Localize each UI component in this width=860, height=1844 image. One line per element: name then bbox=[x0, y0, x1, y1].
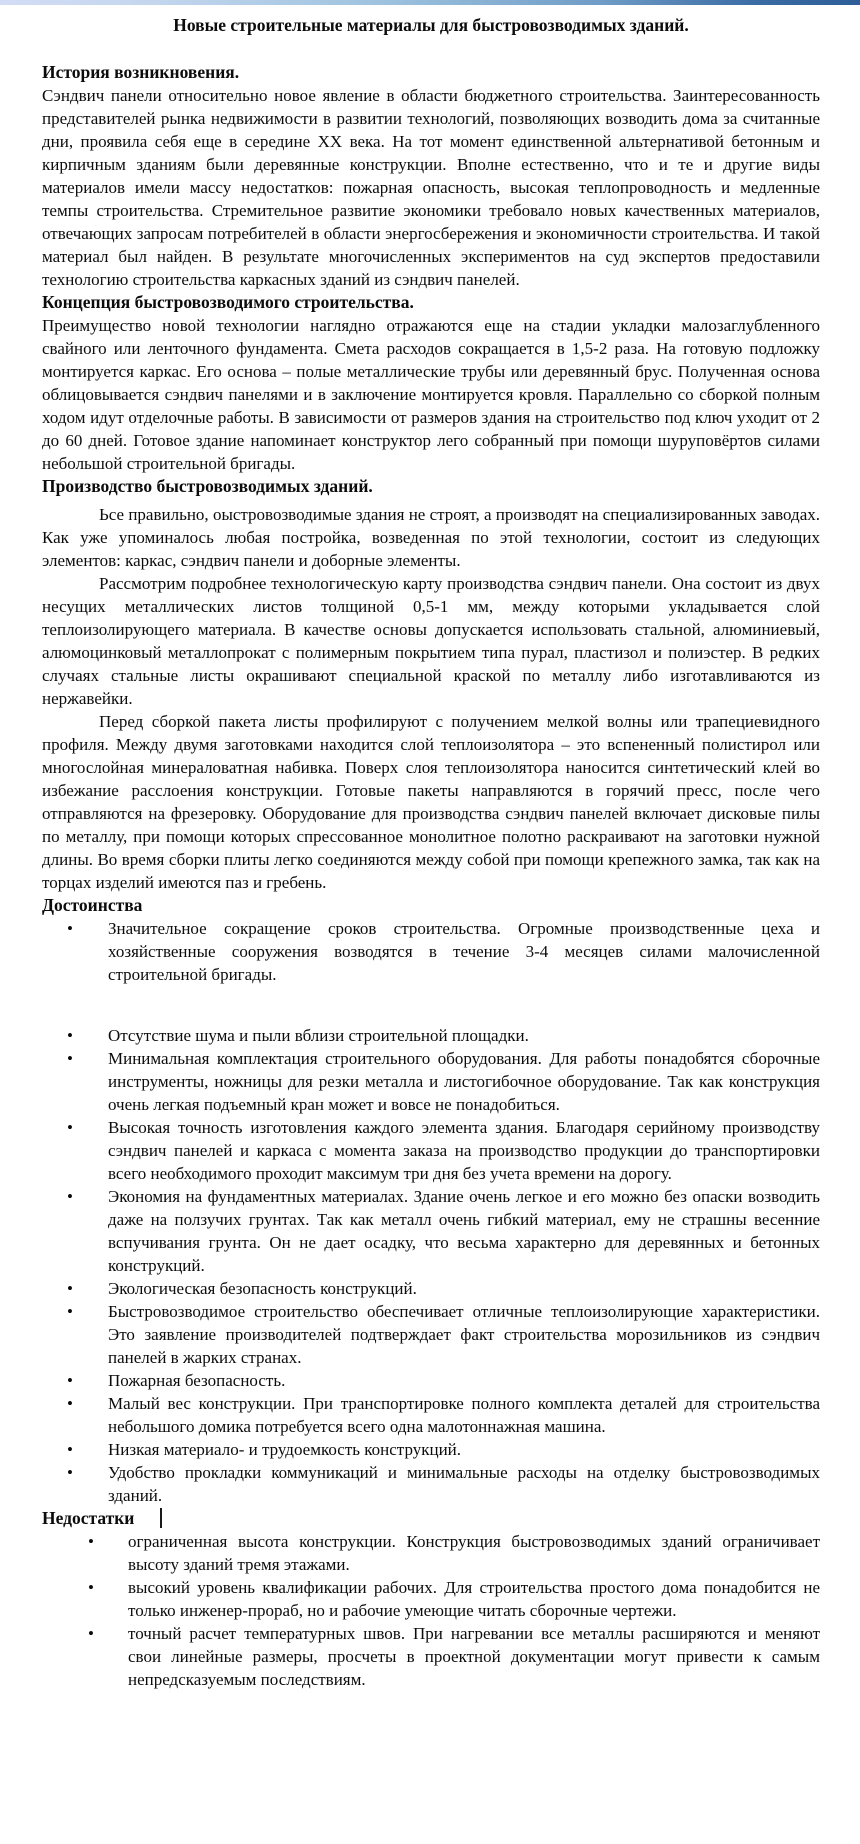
section-heading-history: История возникновения. bbox=[42, 62, 240, 82]
window-edge-gradient bbox=[0, 0, 860, 5]
disadvantages-heading-text: Недостатки bbox=[42, 1508, 135, 1528]
section-heading-production: Производство быстровозводимых зданий. bbox=[42, 476, 373, 496]
document-title: Новые строительные материалы для быстровозводимых зданий. bbox=[173, 15, 689, 35]
production-paragraph-1: Ьсе правильно, оыстровозводимые здания не строят, а производят на специализированных заводах. Как уже упоминалось любая постройка, возведенная по этой технологии, состоит из следующих элементов: каркас, сэндвич панели и доборные элементы. bbox=[42, 505, 820, 570]
list-item: • Малый вес конструкции. При транспортировке полного комплекта деталей для строительства небольшого домика потребуется всего одна малотоннажная машина. bbox=[42, 1392, 820, 1438]
section-heading-concept: Концепция быстровозводимого строительства. bbox=[42, 292, 414, 312]
section-heading-disadvantages bbox=[42, 1507, 820, 1530]
list-item: • Минимальная комплектация строительного оборудования. Для работы понадобятся сборочные инструменты, ножницы для резки металла и листогибочное оборудование. Так как конструкция очень легкая подъемный кран может и вовсе не понадобиться. bbox=[42, 1047, 820, 1116]
disadvantages-list bbox=[42, 1530, 820, 1691]
concept-paragraph: Преимущество новой технологии наглядно отражаются еще на стадии укладки малозаглубленного свайного или ленточного фундамента. Смета расходов сокращается в 1,5-2 раза. На готовую подложку монтируется каркас. Его основа – полые металлические трубы или деревянный брус. Полученная основа облицовывается сэндвич панелями и в заключение монтируется кровля. Параллельно со сборкой полным ходом идут отделочные работы. В зависимости от размеров здания на строительство под ключ уходит от 2 до 60 дней. Готовое здание напоминает конструктор лего собранный при помощи шуруповёртов силами небольшой строительной бригады. bbox=[42, 316, 820, 473]
list-item: • высокий уровень квалификации рабочих. Для строительства простого дома понадобится не только инженер-прораб, но и рабочие умеющие читать сборочные чертежи. bbox=[42, 1576, 820, 1622]
advantages-list bbox=[42, 917, 820, 1507]
list-item: • Значительное сокращение сроков строительства. Огромные производственные цеха и хозяйственные сооружения возводятся в течение 3-4 месяцев силами малочисленной строительной бригады. bbox=[42, 917, 820, 986]
list-item: • Отсутствие шума и пыли вблизи строительной площадки. bbox=[42, 1024, 820, 1047]
list-item: • Высокая точность изготовления каждого элемента здания. Благодаря серийному производству сэндвич панелей и каркаса с момента заказа на производство продукции до транспортировки всего необходимого проходит максимум три дня без учета времени на дорогу. bbox=[42, 1116, 820, 1185]
list-item: • Низкая материало- и трудоемкость конструкций. bbox=[42, 1438, 820, 1461]
production-paragraph-2: Рассмотрим подробнее технологическую карту производства сэндвич панели. Она состоит из двух несущих металлических листов толщиной 0,5-1 мм, между которыми укладывается слой теплоизолирующего материала. В качестве основы допускается использовать стальной, алюминиевый, алюмоцинковый металлопрокат с полимерным покрытием типа пурал, пластизол и полиэстер. В редких случаях стальные листы окрашивают специальной краской по металлу либо изготавливаются из нержавейки. bbox=[42, 574, 820, 708]
text-cursor bbox=[160, 1508, 162, 1528]
list-item: • ограниченная высота конструкции. Конструкция быстровозводимых зданий ограничивает высоту зданий тремя этажами. bbox=[42, 1530, 820, 1576]
history-paragraph: Сэндвич панели относительно новое явление в области бюджетного строительства. Заинтересованность представителей рынка недвижимости в развитии технологий, позволяющих возводить дома за считанные дни, проявила себя еще в середине ХХ века. На тот момент единственной альтернативой бетонным и кирпичным зданиям были деревянные конструкции. Вполне естественно, что и те и другие виды материалов имели массу недостатков: пожарная опасность, высокая теплопроводность и медленные темпы строительства. Стремительное развитие экономики требовало новых качественных материалов, отвечающих запросам потребителей в области энергосбережения и экономичности строительства. И такой материал был найден. В результате многочисленных экспериментов на суд экспертов предоставили технологию строительства каркасных зданий из сэндвич панелей. bbox=[42, 86, 820, 289]
production-paragraph-3: Перед сборкой пакета листы профилируют с получением мелкой волны или трапециевидного профиля. Между двумя заготовками находится слой теплоизолятора – это вспененный полистирол или многослойная минераловатная набивка. Поверх слоя теплоизолятора наносится синтетический клей во избежание расслоения конструкции. Готовые пакеты направляются в горячий пресс, после чего отправляются на фрезеровку. Оборудование для производства сэндвич панелей включает дисковые пилы по металлу, при помощи которых спрессованное монолитное полотно раскраивают на заготовки нужной длины. Во время сборки плиты легко соединяются между собой при помощи крепежного замка, так как на торцах изделий имеются паз и гребень. bbox=[42, 712, 820, 892]
list-item: • Удобство прокладки коммуникаций и минимальные расходы на отделку быстровозводимых зданий. bbox=[42, 1461, 820, 1507]
list-item: • Экономия на фундаментных материалах. Здание очень легкое и его можно без опаски возводить даже на ползучих грунтах. Так как металл очень гибкий материал, ему не страшны весенние вспучивания грунта. Он не дает осадку, что весьма характерно для деревянных и бетонных конструкций. bbox=[42, 1185, 820, 1277]
section-heading-advantages: Достоинства bbox=[42, 895, 143, 915]
list-item: • Быстровозводимое строительство обеспечивает отличные теплоизолирующие характеристики. Это заявление производителей подтверждает факт строительства морозильников из сэндвич панелей в жарких странах. bbox=[42, 1300, 820, 1369]
list-item: • точный расчет температурных швов. При нагревании все металлы расширяются и меняют свои линейные размеры, просчеты в проектной документации могут привести к самым непредсказуемым последствиям. bbox=[42, 1622, 820, 1691]
list-item: • Экологическая безопасность конструкций. bbox=[42, 1277, 820, 1300]
list-item: • Пожарная безопасность. bbox=[42, 1369, 820, 1392]
